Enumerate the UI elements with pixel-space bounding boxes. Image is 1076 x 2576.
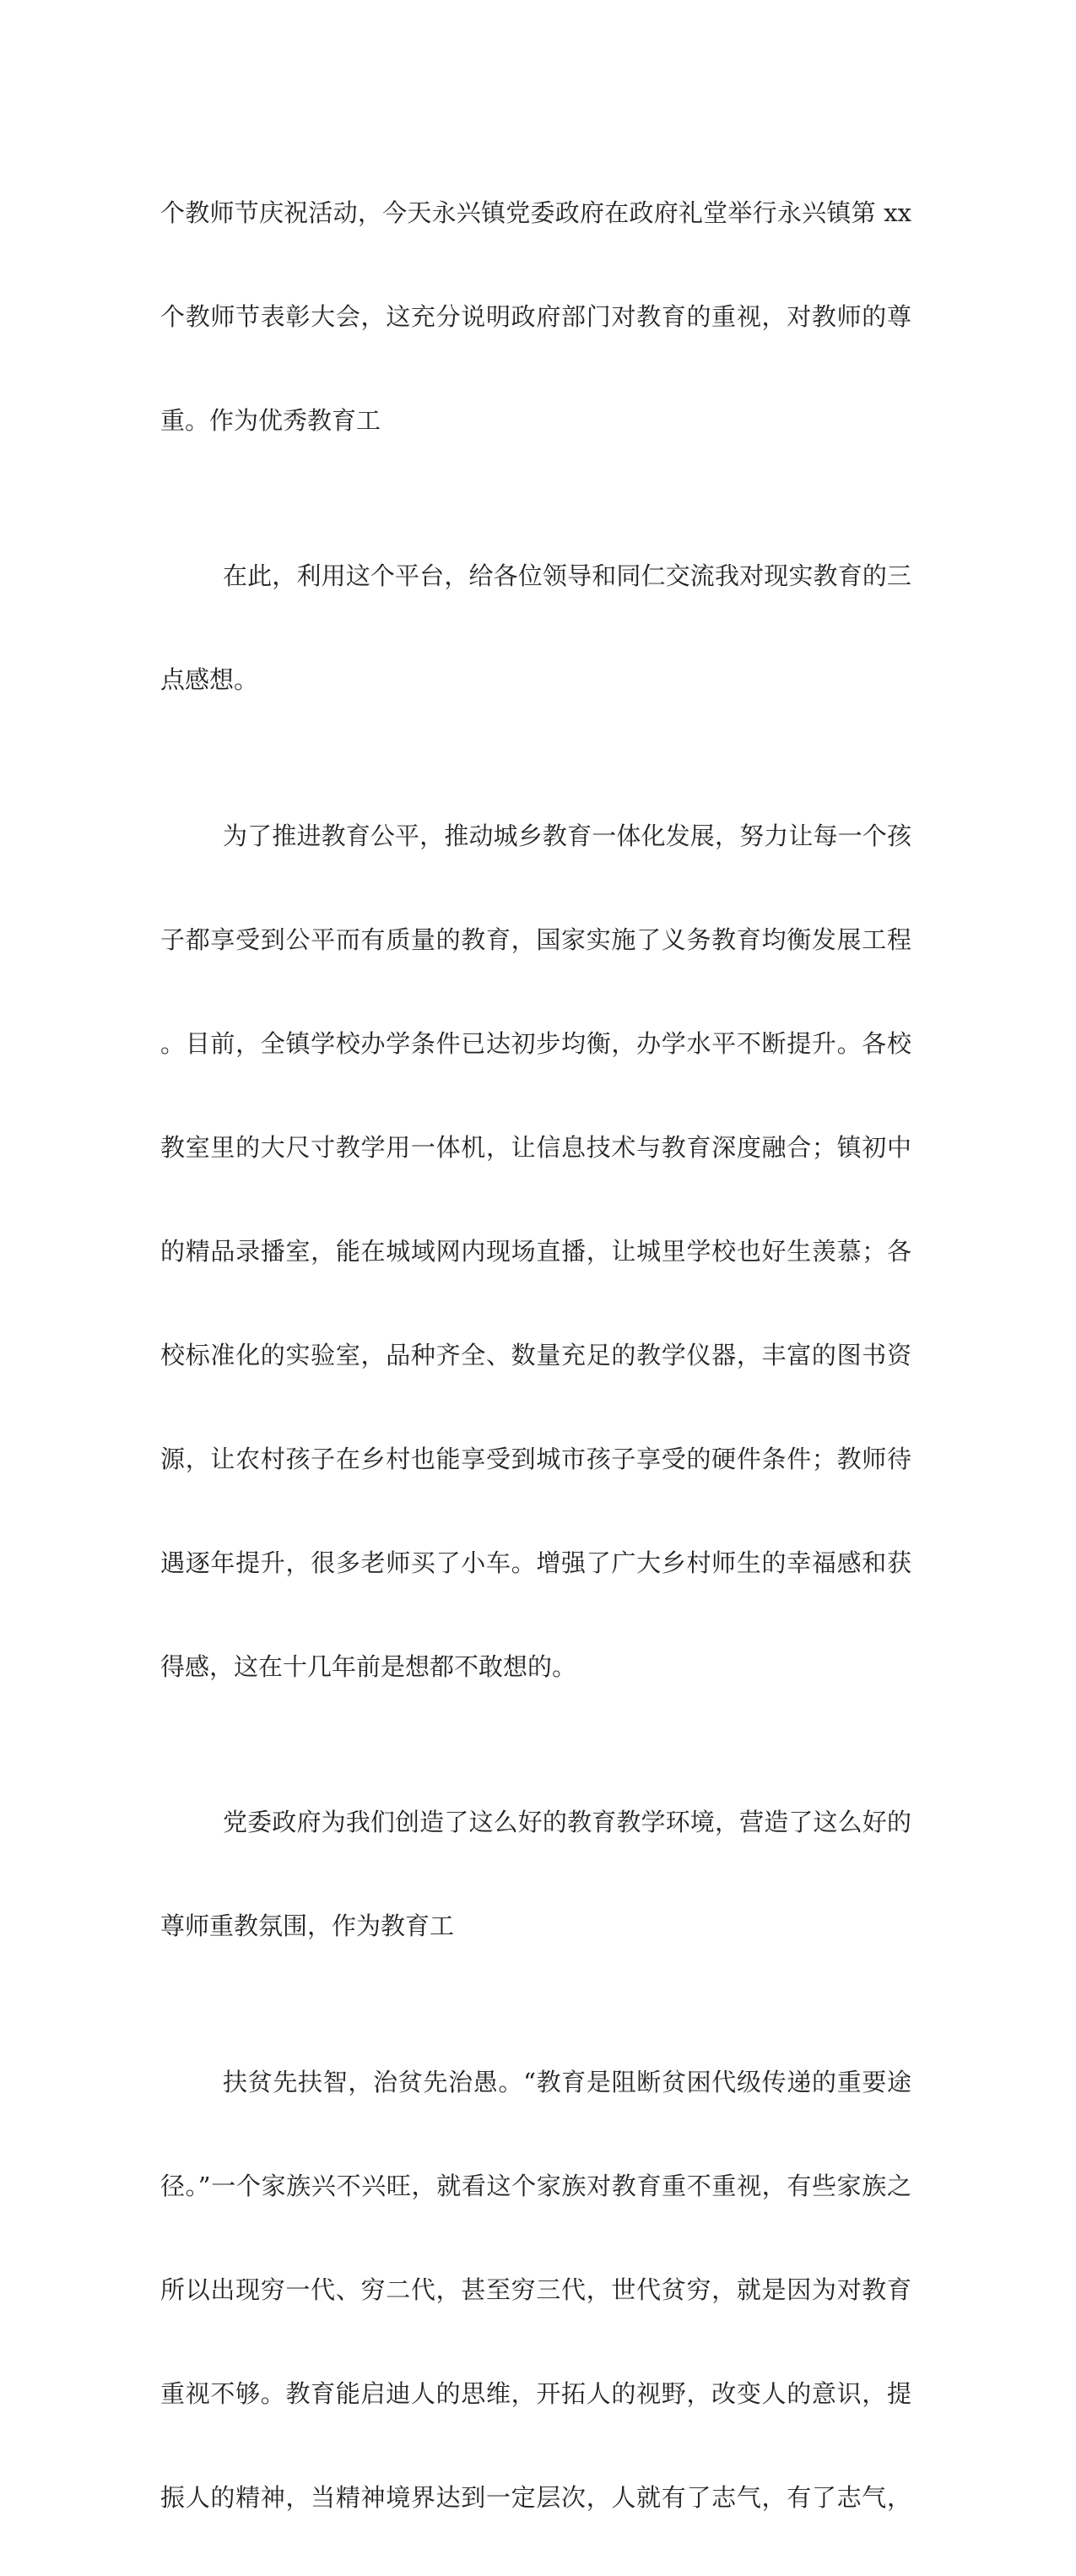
text-line: 振人的精神，当精神境界达到一定层次，人就有了志气，有了志气， [160, 2482, 911, 2512]
text-line: 重。作为优秀教育工 [160, 405, 381, 435]
text-line: 遇逐年提升，很多老师买了小车。增强了广大乡村师生的幸福感和获 [160, 1548, 911, 1577]
text-line: 得感，这在十几年前是想都不敢想的。 [160, 1651, 577, 1681]
text-line: 尊师重教氛围，作为教育工 [160, 1912, 455, 1940]
text-line: 点感想。 [160, 665, 259, 694]
text-line: 所以出现穷一代、穷二代，甚至穷三代，世代贫穷，就是因为对教育 [160, 2275, 911, 2304]
text-line: 党委政府为我们创造了这么好的教育教学环境，营造了这么好的 [223, 1808, 911, 1836]
text-line: 个教师节表彰大会，这充分说明政府部门对教育的重视，对教师的尊 [160, 301, 911, 331]
text-line: 为了推进教育公平，推动城乡教育一体化发展，努力让每一个孩 [223, 821, 911, 850]
document-body [160, 135, 911, 2576]
text-line: 。目前，全镇学校办学条件已达初步均衡，办学水平不断提升。各校 [160, 1028, 911, 1058]
text-line: 校标准化的实验室，品种齐全、数量充足的教学仪器，丰富的图书资 [160, 1340, 911, 1369]
text-line: 源，让农村孩子在乡村也能享受到城市孩子享受的硬件条件；教师待 [160, 1444, 911, 1473]
paragraph-5 [160, 2004, 911, 2576]
text-line: 扶贫先扶智，治贫先治愚。“教育是阻断贫困代级传递的重要途 [223, 2067, 911, 2096]
text-line: 子都享受到公平而有质量的教育，国家实施了义务教育均衡发展工程 [160, 925, 911, 954]
paragraph-2 [160, 499, 911, 759]
text-line: 径。”一个家族兴不兴旺，就看这个家族对教育重不重视，有些家族之 [160, 2171, 911, 2200]
text-line: 重视不够。教育能启迪人的思维，开拓人的视野，改变人的意识，提 [160, 2378, 911, 2408]
paragraph-3 [160, 758, 911, 1745]
text-line: 的精品录播室，能在城域网内现场直播，让城里学校也好生羡慕；各 [160, 1236, 911, 1266]
text-line: 个教师节庆祝活动，今天永兴镇党委政府在政府礼堂举行永兴镇第 xx [160, 198, 911, 227]
paragraph-4 [160, 1745, 911, 2005]
text-line: 教室里的大尺寸教学用一体机，让信息技术与教育深度融合；镇初中 [160, 1132, 911, 1162]
paragraph-1 [160, 135, 911, 499]
text-line: 在此，利用这个平台，给各位领导和同仁交流我对现实教育的三 [223, 561, 911, 590]
